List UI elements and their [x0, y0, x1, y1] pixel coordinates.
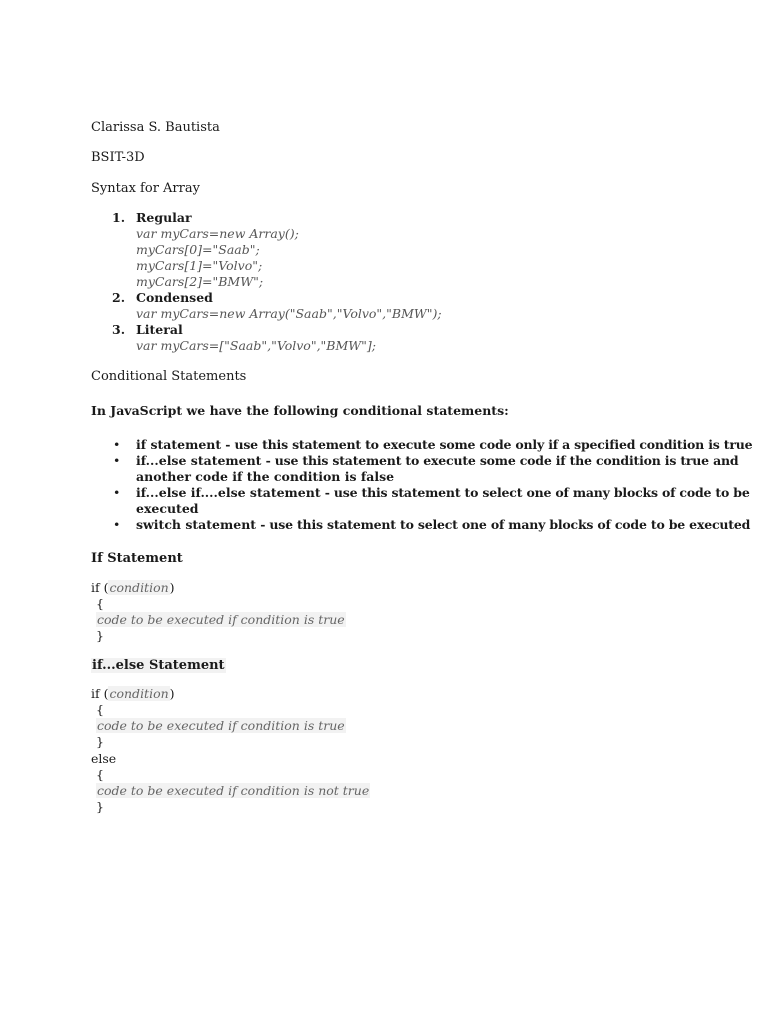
list-label: Literal [136, 322, 183, 337]
code-line: myCars[2]="BMW"; [136, 274, 264, 289]
list-item-condensed [112, 290, 213, 306]
list-label: Regular [136, 210, 192, 225]
code-line: if (condition) [91, 580, 175, 595]
code-line: code to be executed if condition is true [97, 718, 345, 733]
bullet-item: • if statement - use this statement to execute some code only if a specified condition is true [113, 437, 753, 452]
code-line: { [96, 596, 104, 611]
bullet-dot-icon: • [113, 437, 121, 452]
code-line: if (condition) [91, 686, 175, 701]
bullet-continuation: another code if the condition is false [136, 469, 395, 484]
if-else-heading: if...else Statement [92, 658, 225, 673]
bullet-item: • if...else statement - use this statement to execute some code if the condition is true and [113, 453, 739, 468]
code-line: { [96, 702, 104, 717]
code-line: var myCars=new Array(); [136, 226, 299, 241]
code-line: } [96, 628, 104, 643]
bullet-continuation: executed [136, 501, 199, 516]
code-line: { [96, 767, 104, 782]
list-number: 3. [112, 322, 126, 337]
conditional-intro: In JavaScript we have the following conditional statements: [91, 403, 509, 418]
bullet-dot-icon: • [113, 517, 121, 532]
bullet-item: • if...else if....else statement - use this statement to select one of many blocks of code to be [113, 485, 750, 500]
list-number: 2. [112, 290, 126, 305]
list-item-regular [112, 210, 192, 226]
list-label: Condensed [136, 290, 213, 305]
bullet-item: • switch statement - use this statement to select one of many blocks of code to be executed [113, 517, 751, 532]
code-line: code to be executed if condition is not true [97, 783, 370, 798]
code-line: myCars[1]="Volvo"; [136, 258, 263, 273]
topic-heading: Syntax for Array [91, 181, 200, 196]
if-statement-heading: If Statement [91, 551, 183, 566]
code-line: code to be executed if condition is true [97, 612, 345, 627]
bullet-dot-icon: • [113, 485, 121, 500]
code-line: var myCars=new Array("Saab","Volvo","BMW"); [136, 306, 442, 321]
code-line: else [91, 751, 117, 766]
author-name: Clarissa S. Bautista [91, 120, 220, 135]
list-item-literal [112, 322, 183, 338]
code-line: var myCars=["Saab","Volvo","BMW"]; [136, 338, 376, 353]
bullet-dot-icon: • [113, 453, 121, 468]
code-line: } [96, 734, 104, 749]
list-number: 1. [112, 210, 126, 225]
class-section: BSIT-3D [91, 150, 145, 165]
code-line: } [96, 799, 104, 814]
conditional-heading: Conditional Statements [91, 369, 247, 384]
code-line: myCars[0]="Saab"; [136, 242, 260, 257]
